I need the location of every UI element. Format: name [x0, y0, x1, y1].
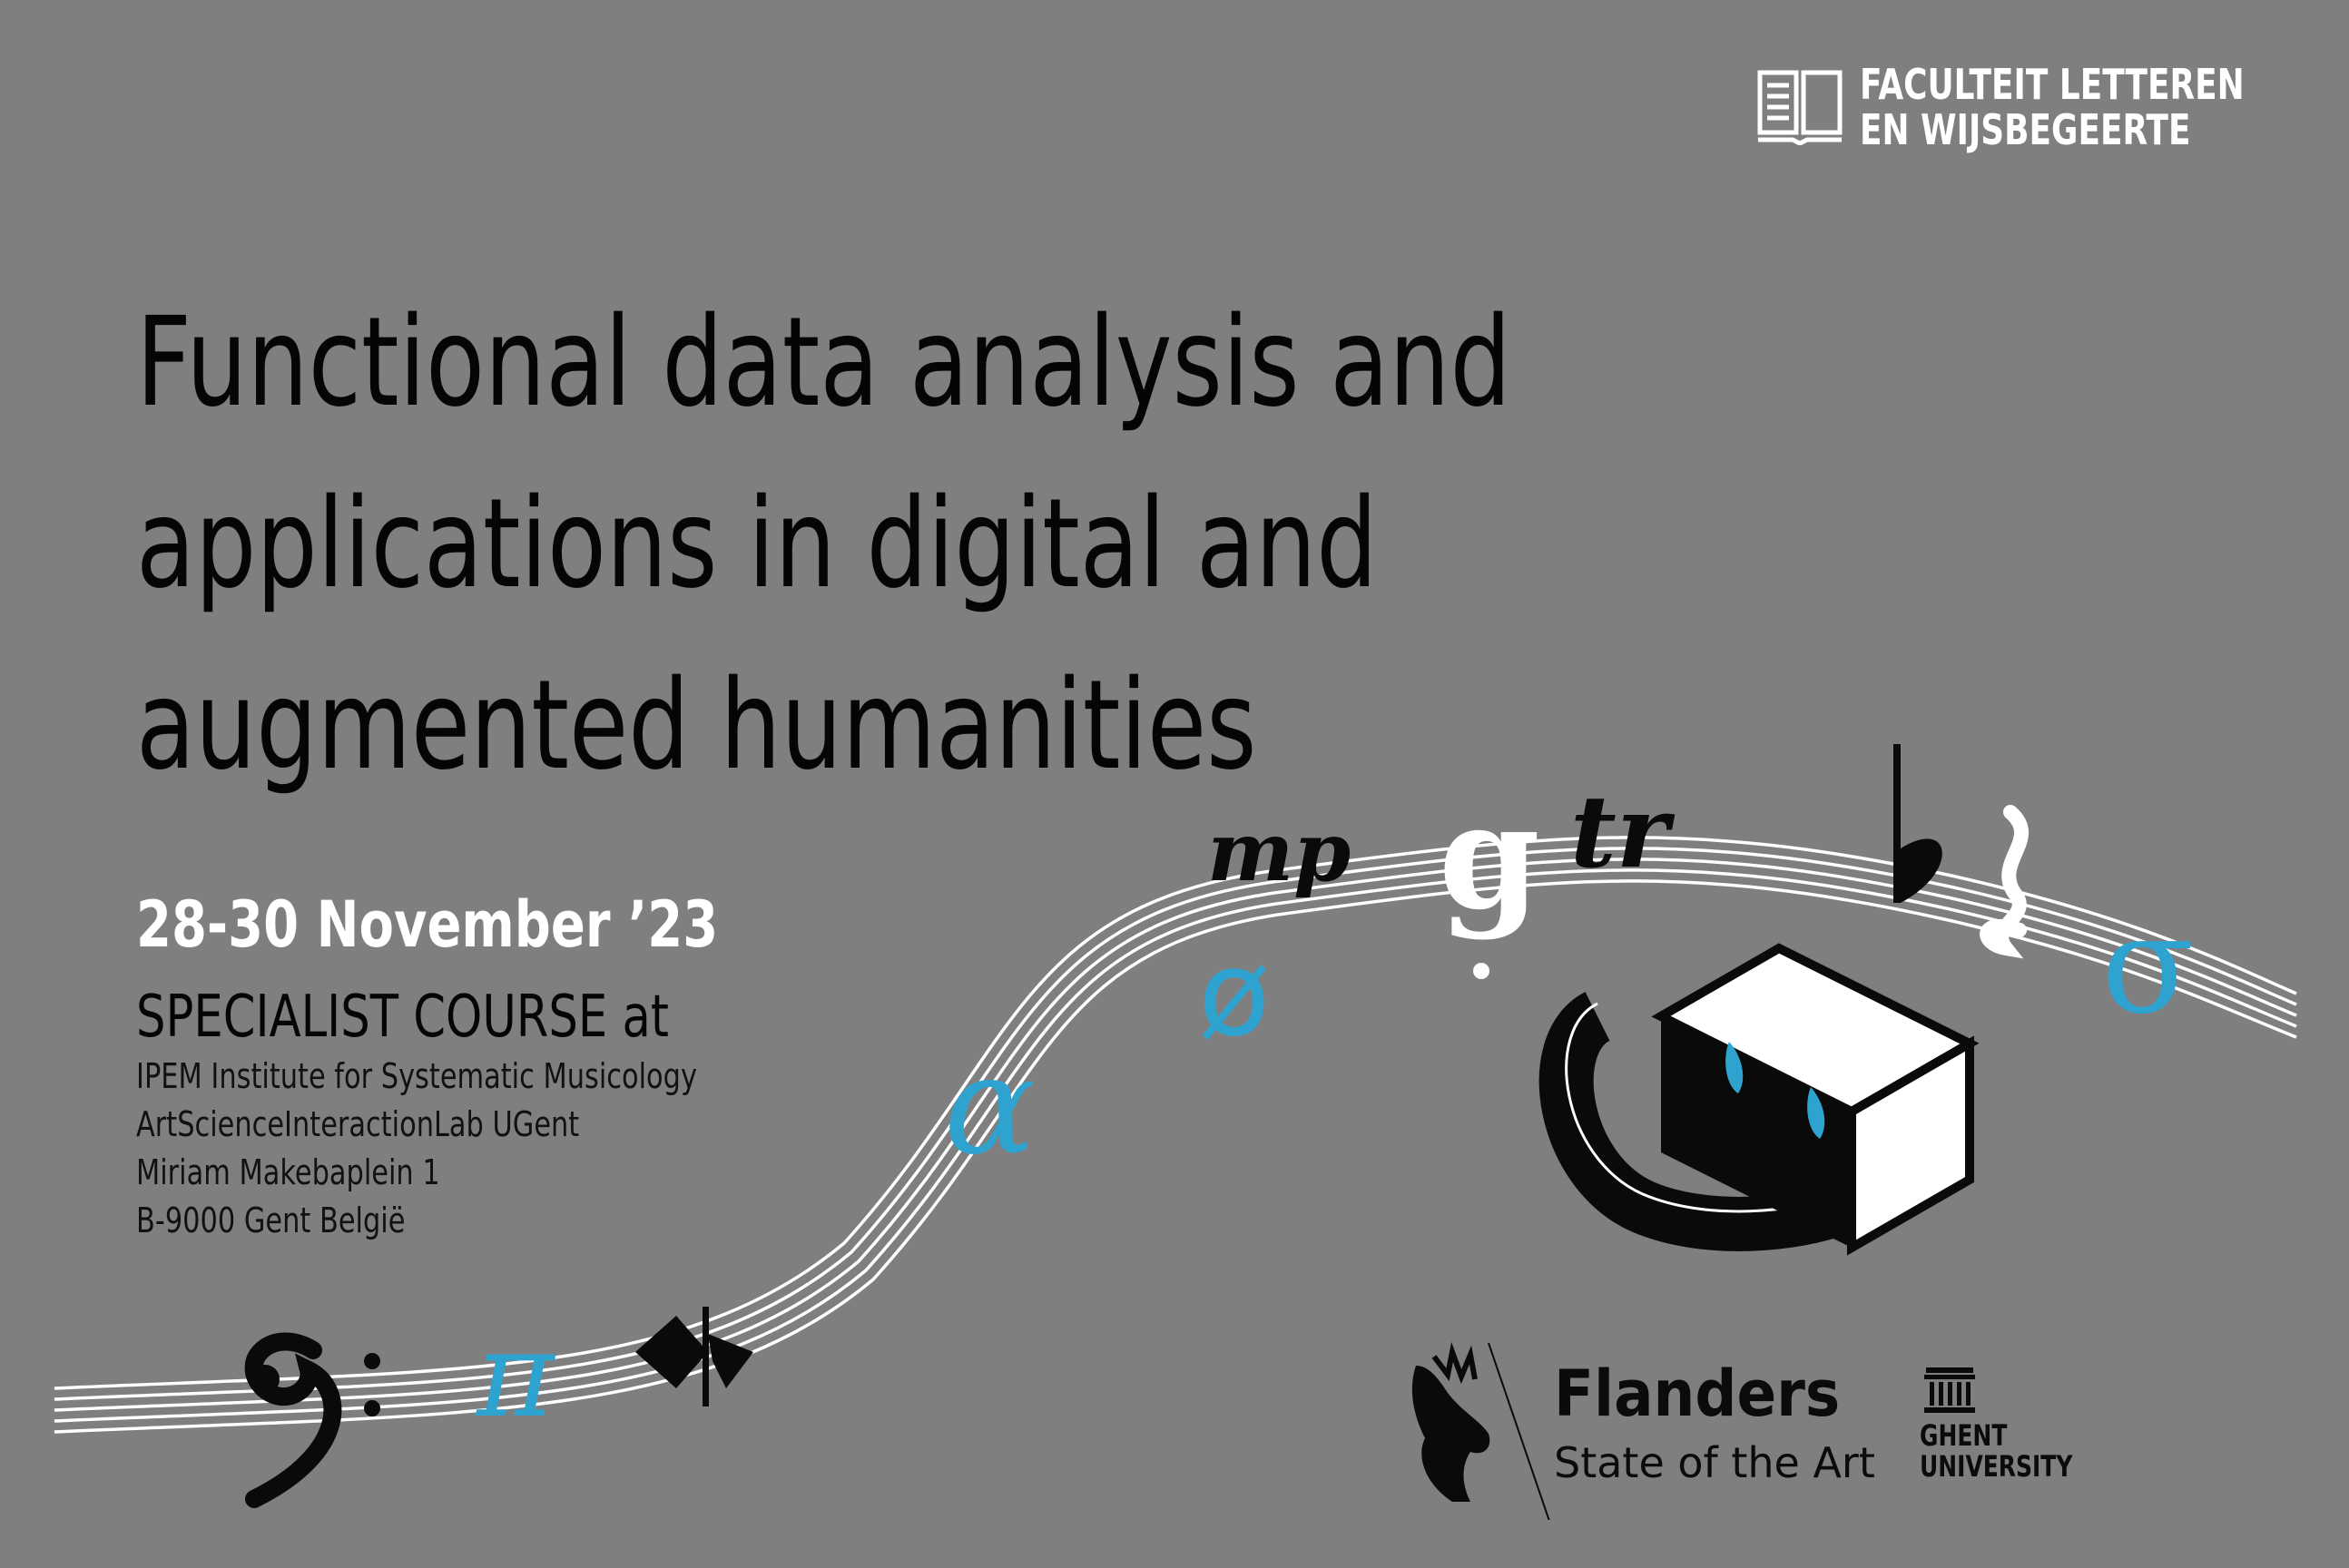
ghent-line-1: GHENT [1920, 1418, 2008, 1453]
pi-symbol: π [477, 1306, 555, 1444]
title-line-3: augmented humanities [136, 654, 1257, 798]
ghent-line-2: UNIVERSITY [1920, 1449, 2073, 1484]
dynamic-mp-symbol: mp [1207, 804, 1351, 900]
title-line-2: applications in digital and [136, 473, 1378, 616]
address-line-1: IPEM Institute for Systematic Musicology [136, 1056, 697, 1096]
flanders-logo [1398, 1338, 1875, 1524]
flanders-name: Flanders [1554, 1357, 1841, 1431]
title-line-1: Functional data analysis and [136, 291, 1511, 435]
faculty-name-line1: FACULTEIT LETTEREN [1860, 60, 2245, 109]
event-date: 28-30 November ’23 [136, 887, 719, 962]
quarter-rest-icon [1987, 812, 2021, 948]
flat-icon [1893, 744, 1942, 903]
address-line-2: ArtScienceInteractionLab UGent [136, 1104, 580, 1144]
course-label: SPECIALIST COURSE at [136, 984, 669, 1051]
alpha-symbol: α [944, 1027, 1037, 1185]
vr-headset-icon [1567, 948, 1970, 1248]
address-line-4: B-9000 Gent België [136, 1200, 406, 1240]
sigma-symbol: σ [2101, 887, 2195, 1044]
g-dot [1473, 963, 1489, 979]
building-icon [1922, 1366, 1977, 1416]
flanders-tagline: State of the Art [1554, 1438, 1875, 1487]
lion-icon [1398, 1338, 1557, 1520]
trill-symbol: tr [1570, 773, 1669, 890]
slashed-o-symbol: ø [1198, 925, 1271, 1063]
faculty-name-line2: EN WIJSBEGEERTE [1860, 105, 2191, 154]
ghent-university-logo [1920, 1366, 2116, 1482]
address-line-3: Miriam Makebaplein 1 [136, 1152, 440, 1192]
g-symbol: g [1439, 771, 1540, 942]
